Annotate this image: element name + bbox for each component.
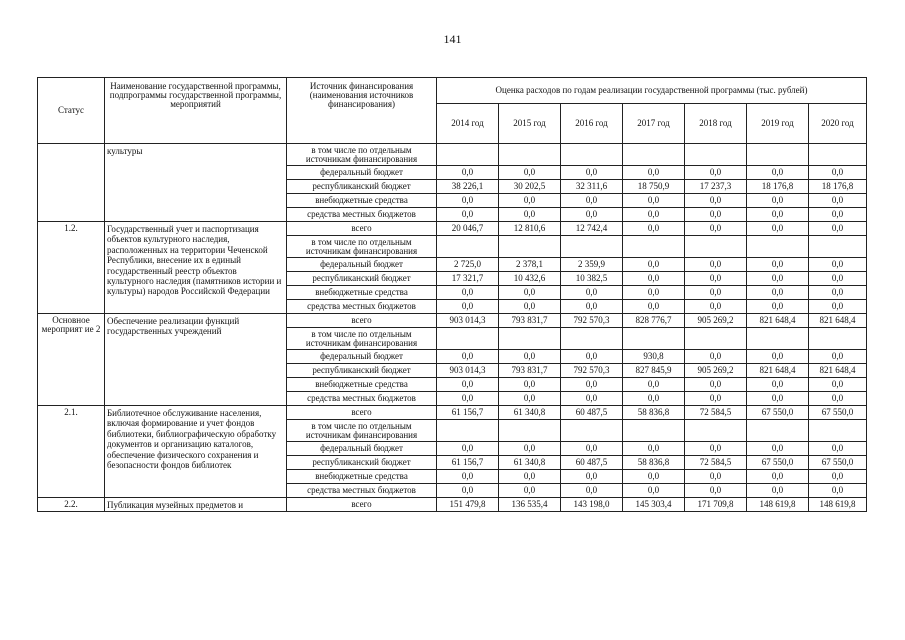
value-cell: 67 550,0 <box>747 406 809 420</box>
value-cell <box>809 236 867 258</box>
value-cell <box>685 144 747 166</box>
funding-source-cell: средства местных бюджетов <box>287 392 437 406</box>
value-cell: 0,0 <box>437 392 499 406</box>
funding-source-cell: внебюджетные средства <box>287 286 437 300</box>
value-cell: 0,0 <box>747 442 809 456</box>
funding-source-cell: республиканский бюджет <box>287 364 437 378</box>
value-cell: 0,0 <box>623 442 685 456</box>
header-year: 2017 год <box>623 104 685 144</box>
value-cell: 38 226,1 <box>437 180 499 194</box>
value-cell: 0,0 <box>809 484 867 498</box>
header-year: 2018 год <box>685 104 747 144</box>
value-cell: 0,0 <box>561 286 623 300</box>
value-cell <box>623 328 685 350</box>
value-cell <box>747 328 809 350</box>
value-cell <box>561 420 623 442</box>
value-cell: 20 046,7 <box>437 222 499 236</box>
header-source: Источник финансирования (наименования источников финансирования) <box>287 78 437 144</box>
funding-source-cell: республиканский бюджет <box>287 456 437 470</box>
value-cell <box>437 328 499 350</box>
value-cell <box>623 236 685 258</box>
value-cell: 61 156,7 <box>437 456 499 470</box>
value-cell: 18 176,8 <box>809 180 867 194</box>
value-cell: 58 836,8 <box>623 456 685 470</box>
value-cell: 0,0 <box>809 166 867 180</box>
value-cell: 0,0 <box>747 194 809 208</box>
value-cell <box>437 144 499 166</box>
value-cell: 72 584,5 <box>685 406 747 420</box>
value-cell: 0,0 <box>747 470 809 484</box>
value-cell: 827 845,9 <box>623 364 685 378</box>
value-cell: 0,0 <box>685 300 747 314</box>
value-cell: 0,0 <box>747 166 809 180</box>
value-cell: 0,0 <box>437 350 499 364</box>
value-cell <box>437 236 499 258</box>
value-cell: 0,0 <box>685 222 747 236</box>
value-cell <box>685 236 747 258</box>
funding-source-cell: федеральный бюджет <box>287 350 437 364</box>
value-cell <box>437 420 499 442</box>
value-cell <box>499 144 561 166</box>
value-cell: 10 432,6 <box>499 272 561 286</box>
value-cell: 0,0 <box>685 272 747 286</box>
funding-source-cell: всего <box>287 498 437 512</box>
value-cell: 0,0 <box>499 378 561 392</box>
value-cell: 793 831,7 <box>499 364 561 378</box>
value-cell: 0,0 <box>437 442 499 456</box>
funding-source-cell: федеральный бюджет <box>287 166 437 180</box>
value-cell: 0,0 <box>809 300 867 314</box>
value-cell: 0,0 <box>437 378 499 392</box>
value-cell: 0,0 <box>499 300 561 314</box>
value-cell: 17 321,7 <box>437 272 499 286</box>
value-cell: 148 619,8 <box>809 498 867 512</box>
header-year: 2020 год <box>809 104 867 144</box>
measure-name-cell: культуры <box>105 144 287 222</box>
value-cell <box>747 236 809 258</box>
value-cell: 0,0 <box>623 208 685 222</box>
funding-source-cell: средства местных бюджетов <box>287 300 437 314</box>
value-cell: 30 202,5 <box>499 180 561 194</box>
funding-source-cell: федеральный бюджет <box>287 258 437 272</box>
value-cell <box>561 236 623 258</box>
value-cell: 0,0 <box>685 166 747 180</box>
funding-source-cell: федеральный бюджет <box>287 442 437 456</box>
table-row <box>38 498 867 512</box>
value-cell: 0,0 <box>623 222 685 236</box>
value-cell: 0,0 <box>499 484 561 498</box>
value-cell: 67 550,0 <box>809 456 867 470</box>
value-cell: 58 836,8 <box>623 406 685 420</box>
value-cell: 903 014,3 <box>437 314 499 328</box>
value-cell: 821 648,4 <box>747 314 809 328</box>
status-cell: Основное мероприят ие 2 <box>38 314 105 406</box>
value-cell: 0,0 <box>747 258 809 272</box>
value-cell: 905 269,2 <box>685 364 747 378</box>
value-cell: 0,0 <box>623 378 685 392</box>
header-row <box>38 78 867 104</box>
measure-name-cell: Публикация музейных предметов и <box>105 498 287 512</box>
funding-source-cell: в том числе по отдельным источникам финансирования <box>287 420 437 442</box>
value-cell: 0,0 <box>685 258 747 272</box>
value-cell <box>561 328 623 350</box>
value-cell: 143 198,0 <box>561 498 623 512</box>
value-cell: 0,0 <box>685 286 747 300</box>
value-cell: 0,0 <box>437 194 499 208</box>
value-cell <box>499 328 561 350</box>
value-cell: 0,0 <box>561 300 623 314</box>
value-cell <box>499 236 561 258</box>
value-cell <box>747 144 809 166</box>
value-cell: 0,0 <box>561 194 623 208</box>
header-estimate: Оценка расходов по годам реализации государственной программы (тыс. рублей) <box>437 78 867 104</box>
header-name: Наименование государственной программы, подпрограммы государственной программы, мероприятий <box>105 78 287 144</box>
funding-source-cell: всего <box>287 314 437 328</box>
value-cell: 0,0 <box>499 392 561 406</box>
value-cell: 0,0 <box>499 166 561 180</box>
value-cell: 0,0 <box>809 286 867 300</box>
value-cell: 0,0 <box>623 484 685 498</box>
value-cell: 792 570,3 <box>561 364 623 378</box>
value-cell: 0,0 <box>437 166 499 180</box>
value-cell: 0,0 <box>685 378 747 392</box>
value-cell <box>685 420 747 442</box>
status-cell: 1.2. <box>38 222 105 314</box>
table-row <box>38 144 867 166</box>
value-cell: 0,0 <box>499 442 561 456</box>
value-cell: 905 269,2 <box>685 314 747 328</box>
value-cell: 0,0 <box>685 208 747 222</box>
value-cell: 145 303,4 <box>623 498 685 512</box>
value-cell: 0,0 <box>747 222 809 236</box>
funding-source-cell: средства местных бюджетов <box>287 208 437 222</box>
page-number: 141 <box>443 32 462 46</box>
value-cell: 821 648,4 <box>809 364 867 378</box>
value-cell: 32 311,6 <box>561 180 623 194</box>
funding-source-cell: республиканский бюджет <box>287 180 437 194</box>
value-cell: 0,0 <box>809 194 867 208</box>
value-cell: 0,0 <box>623 470 685 484</box>
value-cell: 0,0 <box>747 272 809 286</box>
value-cell: 828 776,7 <box>623 314 685 328</box>
measure-name-cell: Государственный учет и паспортизация объектов культурного наследия, расположенных на территории Чеченской Республики, внесение их в единый государственный реестр объектов культурного наследия (памятников истории и культуры) народов Российской Федерации <box>105 222 287 314</box>
status-cell <box>38 144 105 222</box>
value-cell: 0,0 <box>685 350 747 364</box>
value-cell: 0,0 <box>437 484 499 498</box>
value-cell: 0,0 <box>747 392 809 406</box>
value-cell: 821 648,4 <box>747 364 809 378</box>
value-cell: 136 535,4 <box>499 498 561 512</box>
value-cell: 0,0 <box>623 258 685 272</box>
funding-source-cell: в том числе по отдельным источникам финансирования <box>287 236 437 258</box>
header-year: 2015 год <box>499 104 561 144</box>
value-cell: 903 014,3 <box>437 364 499 378</box>
value-cell: 0,0 <box>561 470 623 484</box>
value-cell: 0,0 <box>561 392 623 406</box>
value-cell: 60 487,5 <box>561 456 623 470</box>
value-cell: 0,0 <box>809 258 867 272</box>
value-cell: 67 550,0 <box>747 456 809 470</box>
value-cell: 0,0 <box>809 392 867 406</box>
value-cell: 0,0 <box>561 378 623 392</box>
funding-source-cell: средства местных бюджетов <box>287 484 437 498</box>
value-cell: 148 619,8 <box>747 498 809 512</box>
value-cell <box>809 420 867 442</box>
value-cell <box>561 144 623 166</box>
value-cell: 2 378,1 <box>499 258 561 272</box>
value-cell: 0,0 <box>747 286 809 300</box>
value-cell <box>809 328 867 350</box>
value-cell: 0,0 <box>623 194 685 208</box>
value-cell: 171 709,8 <box>685 498 747 512</box>
value-cell: 821 648,4 <box>809 314 867 328</box>
value-cell: 0,0 <box>437 300 499 314</box>
value-cell: 0,0 <box>437 208 499 222</box>
value-cell: 2 359,9 <box>561 258 623 272</box>
header-year: 2019 год <box>747 104 809 144</box>
value-cell: 10 382,5 <box>561 272 623 286</box>
funding-source-cell: внебюджетные средства <box>287 378 437 392</box>
value-cell: 0,0 <box>561 350 623 364</box>
value-cell: 0,0 <box>685 470 747 484</box>
value-cell: 792 570,3 <box>561 314 623 328</box>
value-cell: 0,0 <box>561 442 623 456</box>
budget-table <box>37 77 867 512</box>
funding-source-cell: республиканский бюджет <box>287 272 437 286</box>
table-row <box>38 406 867 420</box>
value-cell: 0,0 <box>561 208 623 222</box>
table-row <box>38 222 867 236</box>
funding-source-cell: в том числе по отдельным источникам финансирования <box>287 328 437 350</box>
value-cell: 67 550,0 <box>809 406 867 420</box>
value-cell: 0,0 <box>685 194 747 208</box>
value-cell: 0,0 <box>561 166 623 180</box>
value-cell: 0,0 <box>623 392 685 406</box>
value-cell <box>623 144 685 166</box>
value-cell: 0,0 <box>437 286 499 300</box>
value-cell: 0,0 <box>747 484 809 498</box>
value-cell: 61 340,8 <box>499 456 561 470</box>
value-cell: 0,0 <box>623 166 685 180</box>
value-cell: 151 479,8 <box>437 498 499 512</box>
status-cell: 2.2. <box>38 498 105 512</box>
value-cell: 12 810,6 <box>499 222 561 236</box>
status-cell: 2.1. <box>38 406 105 498</box>
funding-source-cell: внебюджетные средства <box>287 470 437 484</box>
value-cell: 0,0 <box>499 208 561 222</box>
value-cell: 0,0 <box>499 470 561 484</box>
value-cell: 61 340,8 <box>499 406 561 420</box>
value-cell <box>499 420 561 442</box>
value-cell: 0,0 <box>685 442 747 456</box>
measure-name-cell: Библиотечное обслуживание населения, включая формирование и учет фондов библиотеки, библиографическую обработку документов и организацию каталогов, обеспечение физического сохранения и безопасности фондов библиотек <box>105 406 287 498</box>
value-cell: 0,0 <box>809 470 867 484</box>
value-cell: 0,0 <box>623 300 685 314</box>
value-cell: 60 487,5 <box>561 406 623 420</box>
value-cell: 61 156,7 <box>437 406 499 420</box>
value-cell <box>809 144 867 166</box>
value-cell: 17 237,3 <box>685 180 747 194</box>
value-cell: 0,0 <box>499 286 561 300</box>
value-cell: 0,0 <box>747 208 809 222</box>
value-cell: 0,0 <box>747 378 809 392</box>
funding-source-cell: всего <box>287 222 437 236</box>
value-cell: 0,0 <box>809 222 867 236</box>
value-cell: 793 831,7 <box>499 314 561 328</box>
value-cell: 18 750,9 <box>623 180 685 194</box>
value-cell: 0,0 <box>809 272 867 286</box>
header-year: 2016 год <box>561 104 623 144</box>
value-cell <box>685 328 747 350</box>
value-cell: 0,0 <box>809 442 867 456</box>
value-cell: 0,0 <box>809 208 867 222</box>
funding-source-cell: внебюджетные средства <box>287 194 437 208</box>
measure-name-cell: Обеспечение реализации функций государственных учреждений <box>105 314 287 406</box>
value-cell: 0,0 <box>561 484 623 498</box>
value-cell: 0,0 <box>747 300 809 314</box>
value-cell: 0,0 <box>747 350 809 364</box>
value-cell: 0,0 <box>499 194 561 208</box>
value-cell: 0,0 <box>623 286 685 300</box>
value-cell <box>747 420 809 442</box>
funding-source-cell: в том числе по отдельным источникам финансирования <box>287 144 437 166</box>
value-cell: 0,0 <box>685 484 747 498</box>
value-cell: 0,0 <box>685 392 747 406</box>
value-cell: 12 742,4 <box>561 222 623 236</box>
value-cell: 18 176,8 <box>747 180 809 194</box>
header-year: 2014 год <box>437 104 499 144</box>
funding-source-cell: всего <box>287 406 437 420</box>
value-cell <box>623 420 685 442</box>
value-cell: 0,0 <box>809 350 867 364</box>
value-cell: 0,0 <box>437 470 499 484</box>
table-body <box>38 144 867 512</box>
value-cell: 930,8 <box>623 350 685 364</box>
header-status: Статус <box>38 78 105 144</box>
table-row <box>38 314 867 328</box>
value-cell: 2 725,0 <box>437 258 499 272</box>
value-cell: 0,0 <box>499 350 561 364</box>
value-cell: 0,0 <box>623 272 685 286</box>
value-cell: 0,0 <box>809 378 867 392</box>
value-cell: 72 584,5 <box>685 456 747 470</box>
